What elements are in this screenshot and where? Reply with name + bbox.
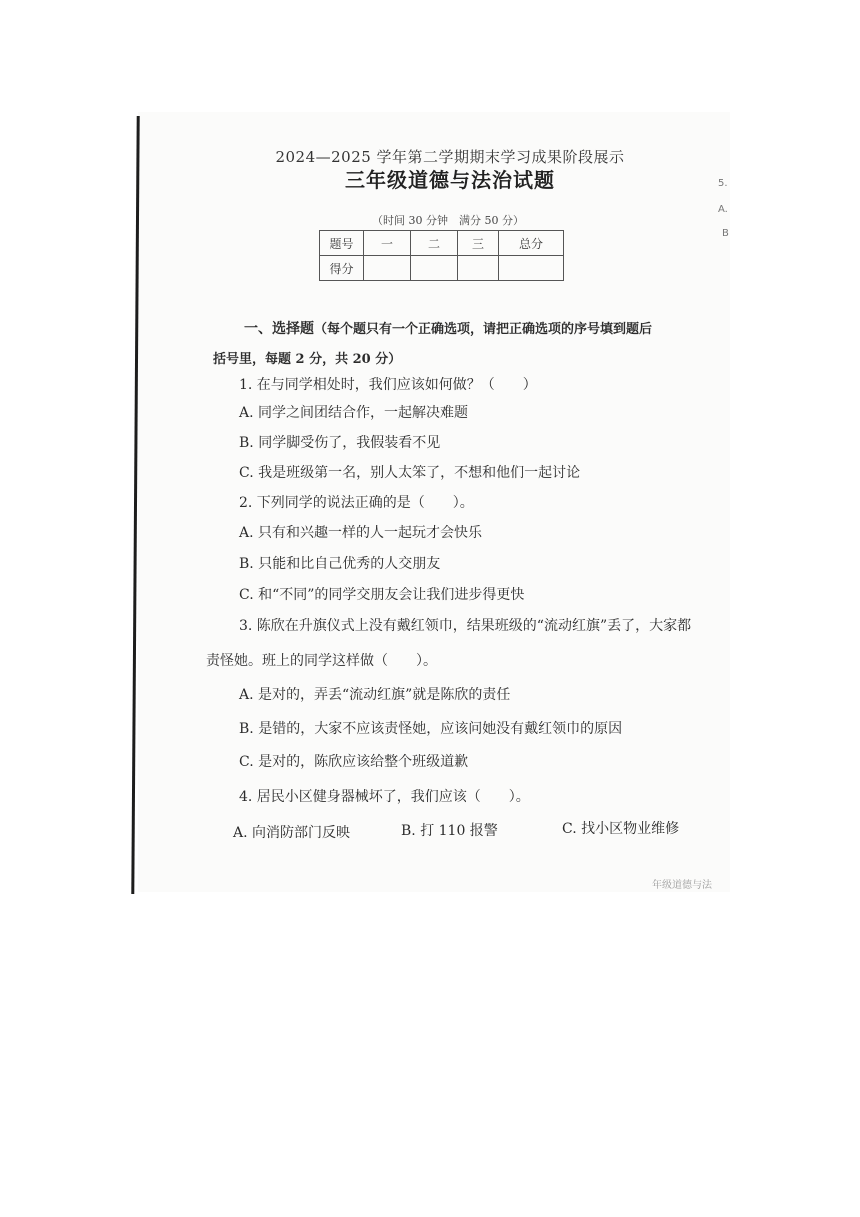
footer-mark: 年级道德与法 [652, 880, 712, 891]
exam-time-info: （时间 30 分钟 满分 50 分） [372, 214, 524, 227]
q4-option-c: C. 找小区物业维修 [562, 821, 680, 837]
exam-title: 三年级道德与法治试题 [345, 168, 555, 192]
score-header-cell: 总分 [499, 231, 564, 256]
score-table [319, 230, 564, 281]
q2-option-a: A. 只有和兴趣一样的人一起玩才会快乐 [239, 525, 483, 541]
q2-option-b: B. 只能和比自己优秀的人交朋友 [239, 556, 441, 572]
question-1: 1. 在与同学相处时，我们应该如何做？（ ） [239, 377, 537, 393]
question-2: 2. 下列同学的说法正确的是（ ）。 [239, 495, 474, 511]
question-4: 4. 居民小区健身器械坏了，我们应该（ ）。 [239, 789, 530, 805]
q1-option-b: B. 同学脚受伤了，我假装看不见 [239, 435, 441, 451]
section-instruction-cont: 括号里，每题 2 分，共 20 分） [213, 352, 402, 367]
q2-option-c: C. 和“不同”的同学交朋友会让我们进步得更快 [239, 587, 525, 603]
score-table-header-row [320, 231, 564, 256]
score-row-label: 得分 [320, 256, 364, 281]
score-header-cell: 题号 [320, 231, 364, 256]
exam-subtitle: 2024—2025 学年第二学期期末学习成果阶段展示 [275, 148, 625, 166]
q4-option-a: A. 向消防部门反映 [233, 825, 351, 841]
section-instruction: （每个题只有一个正确选项，请把正确选项的序号填到题后 [314, 322, 653, 337]
q1-option-a: A. 同学之间团结合作，一起解决难题 [239, 405, 469, 421]
score-cell[interactable] [458, 256, 499, 281]
score-cell[interactable] [411, 256, 458, 281]
score-cell[interactable] [499, 256, 564, 281]
q3-option-a: A. 是对的，弄丢“流动红旗”就是陈欣的责任 [239, 687, 511, 703]
score-header-cell: 一 [364, 231, 411, 256]
question-3-continued: 责怪她。班上的同学这样做（ ）。 [206, 653, 437, 669]
q1-option-c: C. 我是班级第一名，别人太笨了，不想和他们一起讨论 [239, 465, 581, 481]
question-3: 3. 陈欣在升旗仪式上没有戴红领巾，结果班级的“流动红旗”丢了，大家都 [239, 618, 692, 634]
score-table-score-row [320, 256, 564, 281]
score-header-cell: 三 [458, 231, 499, 256]
next-page-mark: B [722, 228, 729, 239]
section-title: 一、选择题 [244, 321, 314, 337]
next-page-mark: A. [718, 204, 728, 215]
score-cell[interactable] [364, 256, 411, 281]
q3-option-c: C. 是对的，陈欣应该给整个班级道歉 [239, 754, 469, 770]
section-heading [244, 318, 652, 338]
q4-option-b: B. 打 110 报警 [401, 823, 498, 839]
q3-option-b: B. 是错的，大家不应该责怪她，应该问她没有戴红领巾的原因 [239, 721, 623, 737]
score-header-cell: 二 [411, 231, 458, 256]
next-page-mark: 5. [718, 178, 728, 189]
